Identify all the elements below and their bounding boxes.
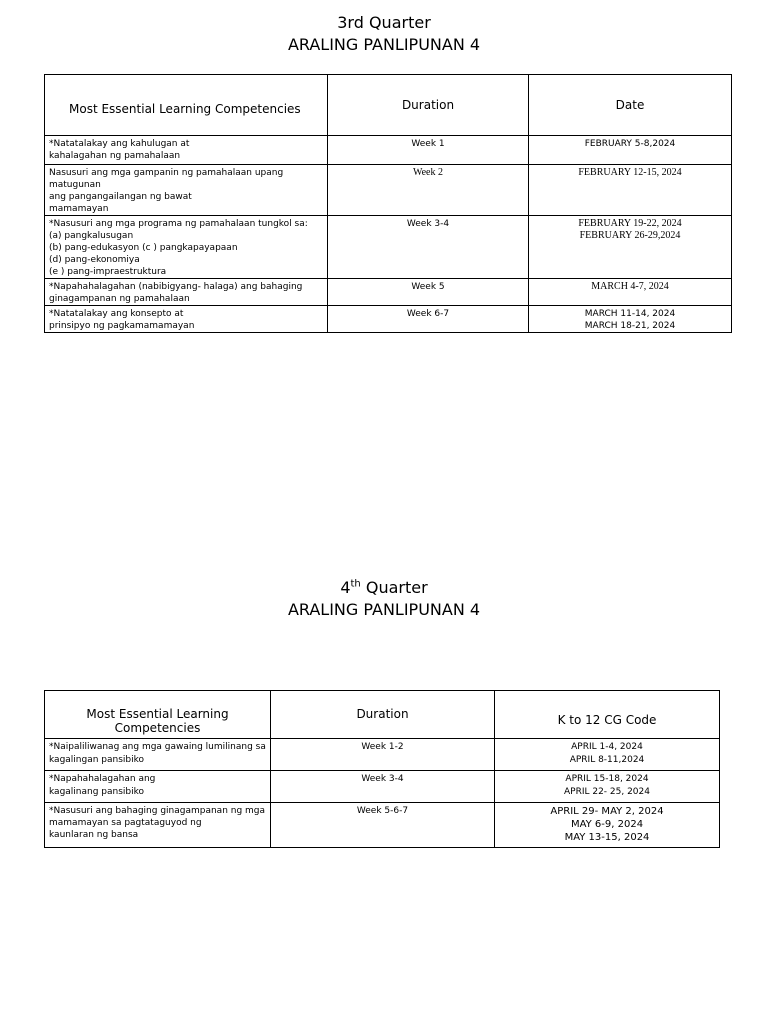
duration-cell: Week 6-7	[328, 306, 529, 333]
competency-cell: *Natatalakay ang konsepto at prinsipyo ng pagkamamamayan	[45, 306, 328, 333]
q4-header-duration: Duration	[271, 691, 495, 739]
date-cell: FEBRUARY 5-8,2024	[529, 136, 732, 165]
date-cell: FEBRUARY 19-22, 2024 FEBRUARY 26-29,2024	[529, 216, 732, 279]
competency-cell: *Napahahalagahan (nabibigyang- halaga) ang bahaging ginagampanan ng pamahalaan	[45, 279, 328, 306]
date-cell: APRIL 1-4, 2024 APRIL 8-11,2024	[495, 739, 720, 771]
q3-table	[44, 74, 732, 333]
q4-table	[44, 690, 720, 848]
table-row	[45, 803, 720, 848]
competency-cell: *Naipaliliwanag ang mga gawaing lumilinang sa kagalingan pansibiko	[45, 739, 271, 771]
q4-title-num: 4	[340, 578, 351, 597]
competency-cell: *Napahahalagahan ang kagalinang pansibiko	[45, 771, 271, 803]
duration-cell: Week 2	[328, 165, 529, 216]
table-row	[45, 165, 732, 216]
table-row	[45, 306, 732, 333]
q3-header-date: Date	[529, 75, 732, 136]
q4-header-code: K to 12 CG Code	[495, 691, 720, 739]
q4-heading	[0, 577, 768, 621]
date-cell: FEBRUARY 12-15, 2024	[529, 165, 732, 216]
date-cell: APRIL 29- MAY 2, 2024 MAY 6-9, 2024 MAY 13-15, 2024	[495, 803, 720, 848]
date-cell: MARCH 11-14, 2024 MARCH 18-21, 2024	[529, 306, 732, 333]
duration-cell: Week 1-2	[271, 739, 495, 771]
q3-heading	[0, 12, 768, 56]
date-cell: APRIL 15-18, 2024 APRIL 22- 25, 2024	[495, 771, 720, 803]
table-row	[45, 136, 732, 165]
duration-cell: Week 5-6-7	[271, 803, 495, 848]
q3-header-row	[45, 75, 732, 136]
table-row	[45, 771, 720, 803]
duration-cell: Week 3-4	[271, 771, 495, 803]
table-row	[45, 216, 732, 279]
competency-cell: Nasusuri ang mga gampanin ng pamahalaan upang matugunan ang pangangailangan ng bawat mamamayan	[45, 165, 328, 216]
q4-title-sup: th	[350, 578, 361, 590]
duration-cell: Week 1	[328, 136, 529, 165]
q3-subject: ARALING PANLIPUNAN 4	[287, 35, 481, 54]
q4-header-competencies: Most Essential Learning Competencies	[45, 691, 271, 739]
q3-header-duration: Duration	[328, 75, 529, 136]
table-row	[45, 279, 732, 306]
competency-cell: *Natatalakay ang kahulugan at kahalagahan ng pamahalaan	[45, 136, 328, 165]
competency-cell: *Nasusuri ang mga programa ng pamahalaan tungkol sa: (a) pangkalusugan (b) pang-edukasyon (c ) pangkapayapaan (d) pang-ekonomiya (e ) pang-impraestruktura	[45, 216, 328, 279]
q3-header-competencies: Most Essential Learning Competencies	[45, 75, 328, 136]
q4-header-row	[45, 691, 720, 739]
q4-subject: ARALING PANLIPUNAN 4	[287, 600, 481, 619]
duration-cell: Week 5	[328, 279, 529, 306]
q4-title-rest: Quarter	[360, 578, 428, 597]
table-row	[45, 739, 720, 771]
competency-cell: *Nasusuri ang bahaging ginagampanan ng mga mamamayan sa pagtataguyod ng kaunlaran ng bansa	[45, 803, 271, 848]
date-cell: MARCH 4-7, 2024	[529, 279, 732, 306]
duration-cell: Week 3-4	[328, 216, 529, 279]
q3-title: 3rd Quarter	[337, 13, 431, 32]
q4-title	[0, 577, 768, 599]
